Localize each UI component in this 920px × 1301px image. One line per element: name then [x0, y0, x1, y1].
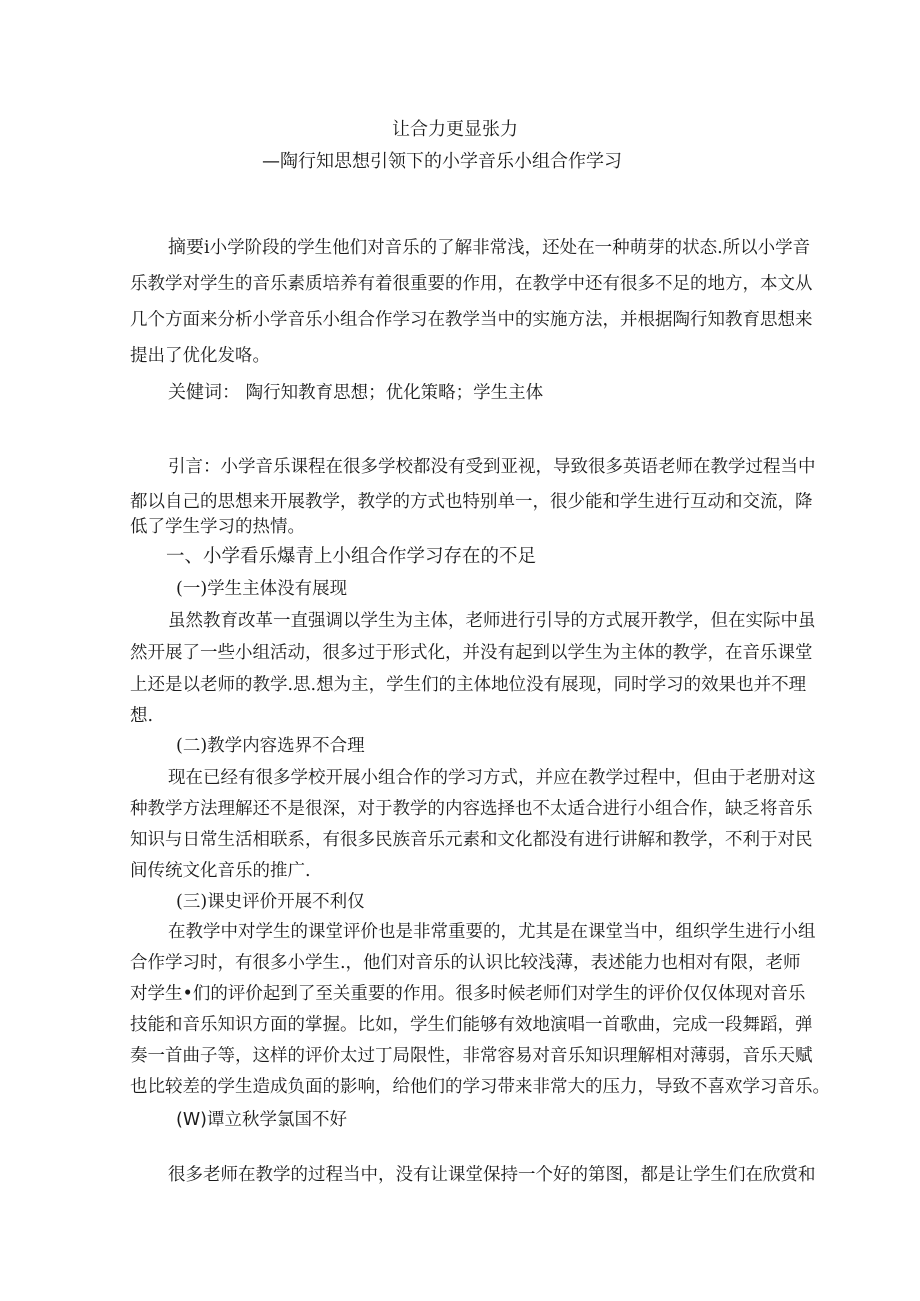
keywords-label: 关健词： — [168, 382, 240, 403]
title-main: 让合力更显张力 — [392, 119, 518, 140]
subsection-3-line-3: 对学生•们的评价起到了至关重要的作用。很多时候老师们对学生的评价仅仅体现对音乐 — [130, 984, 806, 1004]
keywords-text: 陶行知教育思想；优化策略；学生主体 — [245, 383, 544, 403]
subsection-4-heading: (W)谭立秋学氯国不好 — [176, 1110, 347, 1130]
subsection-1-line-3: 上还是以老师的教学.思.想为主，学生们的主体地位没有展现，同时学习的效果也并不理 — [130, 675, 807, 695]
intro-line-3: 低了学生学习的热情。 — [130, 517, 305, 537]
abstract-label: 摘要 — [168, 237, 204, 258]
abstract-line-4: 提出了优化发咯。 — [130, 346, 270, 366]
subsection-2-line-1: 现在已经有很多学校开展小组合作的学习方式，并应在教学过程中，但由于老册对这 — [168, 768, 816, 788]
subsection-2-line-2: 种教学方法理解还不是很深，对于教学的内容选择也不太适合进行小组合作，缺乏将音乐 — [130, 799, 813, 819]
subsection-2-line-4: 间传统文化音乐的推广. — [130, 861, 311, 881]
section-1-heading: 一、小学看乐爆青上小组合作学习存在的不足 — [166, 546, 537, 567]
subsection-4-line-1: 很多老师在教学的过程当中，没有让课堂保持一个好的第图，都是让学生们在欣赏和 — [168, 1165, 816, 1185]
abstract-line-2: 乐教学对学生的音乐素质培养有着很重要的作用，在教学中还有很多不足的地方，本文从 — [130, 274, 813, 294]
abstract-line-3: 几个方面来分析小学音乐小组合作学习在教学当中的实施方法，并根据陶行知教育思想来 — [130, 310, 813, 330]
title-sub: —陶行知思想引领下的小学音乐小组合作学习 — [262, 151, 622, 172]
intro-line-2: 都以自己的思想来开展教学，教学的方式也特别单一，很少能和学生进行互动和交流，降 — [130, 492, 813, 512]
intro-line-1: 引言：小学音乐课程在很多学校都没有受到亚视，导致很多英语老师在教学过程当中 — [168, 457, 816, 477]
subsection-3-line-4: 技能和音乐知识方面的掌握。比如，学生们能够有效地演唱一首歌曲，完成一段舞蹈，弹 — [130, 1015, 813, 1035]
subsection-1-line-4: 想. — [130, 706, 154, 726]
abstract-text-1: i小学阶段的学生他们对音乐的了解非常浅，还处在一种萌芽的状态.所以小学音 — [204, 238, 811, 258]
subsection-3-line-2: 合作学习时，有很多小学生.，他们对音乐的认识比较浅薄，表述能力也相对有限，老师 — [130, 953, 801, 973]
subsection-2-heading: (二)教学内容选界不合理 — [176, 736, 365, 756]
subsection-1-line-1: 虽然教育改革一直强调以学生为主体，老师进行引导的方式展开教学，但在实际中虽 — [168, 611, 816, 631]
subsection-2-line-3: 知识与日常生活相联系，有很多民族音乐元素和文化都没有进行讲解和教学，不利于对民 — [130, 830, 813, 850]
subsection-3-line-6: 也比较差的学生造成负面的影响，给他们的学习带来非常大的压力，导致不喜欢学习音乐。 — [130, 1077, 830, 1097]
keywords-line — [168, 381, 543, 405]
subsection-1-heading: (一)学生主体没有展现 — [176, 579, 348, 599]
subsection-3-heading: (三)课史评价开展不利仅 — [176, 892, 365, 912]
subsection-1-line-2: 然开展了一些小组活动，很多过于形式化，并没有起到以学生为主体的教学，在音乐课堂 — [130, 643, 813, 663]
subsection-3-line-5: 奏一首曲子等，这样的评价太过丁局限性，非常容易对音乐知识理解相对薄弱，音乐天赋 — [130, 1046, 813, 1066]
subsection-3-line-1: 在教学中对学生的课堂评价也是非常重要的，尤其是在课堂当中，组织学生进行小组 — [168, 922, 816, 942]
abstract-line-1 — [168, 236, 810, 260]
